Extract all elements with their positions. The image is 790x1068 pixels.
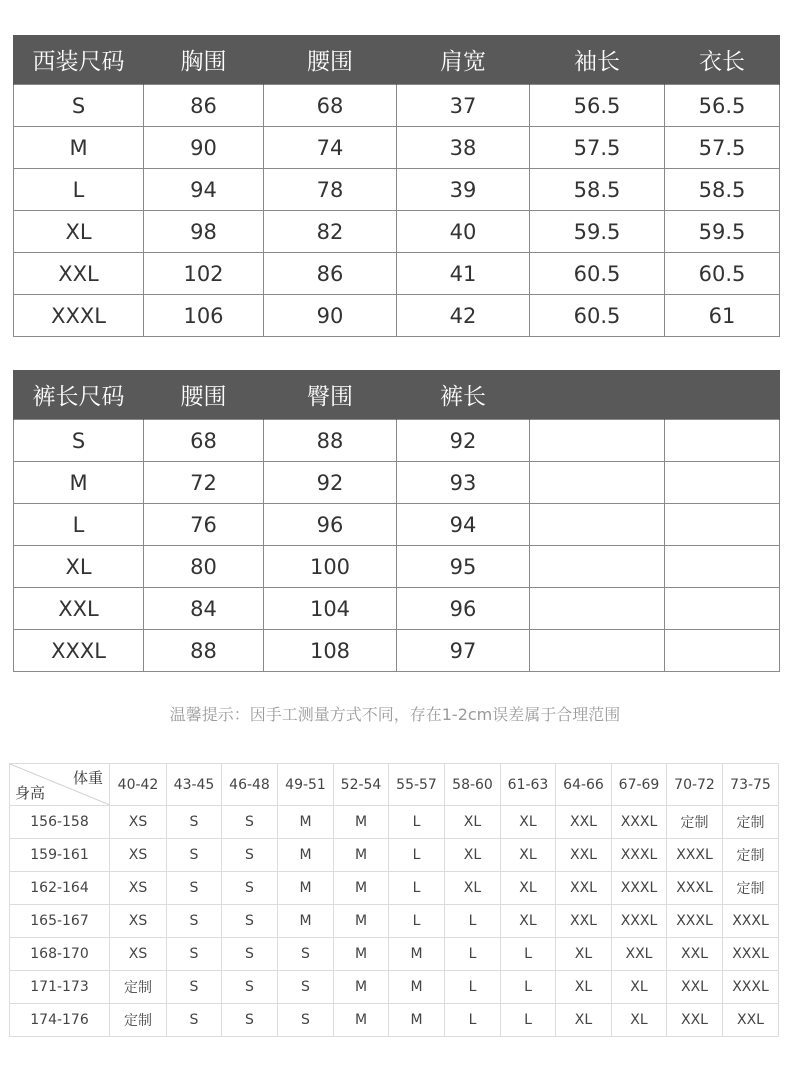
- pants-row: [14, 504, 780, 546]
- measure-cell: [530, 504, 665, 546]
- measure-cell: 102: [144, 253, 264, 295]
- suit-row: [14, 253, 780, 295]
- recommended-size-cell: L: [445, 938, 501, 971]
- recommended-size-cell: M: [334, 938, 389, 971]
- recommended-size-cell: S: [278, 938, 334, 971]
- measure-cell: 56.5: [530, 85, 665, 127]
- recommended-size-cell: L: [501, 971, 556, 1004]
- hw-row: [10, 971, 779, 1004]
- recommended-size-cell: S: [167, 971, 222, 1004]
- measure-cell: [665, 420, 780, 462]
- measure-cell: 98: [144, 211, 264, 253]
- measure-cell: 60.5: [665, 253, 780, 295]
- suit-header-chest: 胸围: [144, 35, 264, 85]
- measure-cell: 72: [144, 462, 264, 504]
- measure-cell: 56.5: [665, 85, 780, 127]
- weight-range-cell: 49-51: [278, 764, 334, 806]
- suit-row: [14, 295, 780, 337]
- measure-cell: 76: [144, 504, 264, 546]
- recommended-size-cell: 定制: [667, 806, 723, 839]
- height-range-cell: 162-164: [10, 872, 110, 905]
- recommended-size-cell: XL: [501, 839, 556, 872]
- recommended-size-cell: XXXL: [612, 905, 667, 938]
- recommended-size-cell: M: [278, 872, 334, 905]
- suit-row: [14, 85, 780, 127]
- recommended-size-cell: S: [167, 1004, 222, 1037]
- measure-cell: 38: [397, 127, 530, 169]
- measure-cell: [530, 588, 665, 630]
- recommended-size-cell: 定制: [723, 839, 779, 872]
- recommended-size-cell: XXXL: [612, 839, 667, 872]
- pants-size-table: [13, 370, 780, 672]
- measure-cell: 59.5: [665, 211, 780, 253]
- recommended-size-cell: XS: [110, 839, 167, 872]
- measurement-note: 温馨提示：因手工测量方式不同，存在1-2cm误差属于合理范围: [169, 705, 621, 724]
- recommended-size-cell: S: [167, 872, 222, 905]
- height-range-cell: 174-176: [10, 1004, 110, 1037]
- size-cell: L: [14, 169, 144, 211]
- measure-cell: 94: [144, 169, 264, 211]
- measure-cell: 88: [264, 420, 397, 462]
- size-cell: XXXL: [14, 295, 144, 337]
- suit-row: [14, 211, 780, 253]
- suit-header-row: [14, 35, 780, 85]
- measure-cell: 84: [144, 588, 264, 630]
- recommended-size-cell: M: [389, 1004, 445, 1037]
- recommended-size-cell: M: [334, 839, 389, 872]
- measure-cell: 97: [397, 630, 530, 672]
- measure-cell: 57.5: [530, 127, 665, 169]
- recommended-size-cell: L: [389, 905, 445, 938]
- recommended-size-cell: S: [278, 1004, 334, 1037]
- size-cell: M: [14, 462, 144, 504]
- recommended-size-cell: S: [222, 938, 278, 971]
- suit-header-sleeve: 袖长: [530, 35, 665, 85]
- recommended-size-cell: XXL: [667, 1004, 723, 1037]
- recommended-size-cell: M: [389, 938, 445, 971]
- recommended-size-cell: L: [445, 971, 501, 1004]
- measure-cell: 60.5: [530, 253, 665, 295]
- measure-cell: 93: [397, 462, 530, 504]
- measure-cell: 106: [144, 295, 264, 337]
- recommended-size-cell: S: [222, 806, 278, 839]
- pants-header-empty: [530, 370, 665, 420]
- measure-cell: [530, 420, 665, 462]
- pants-header-empty: [665, 370, 780, 420]
- measure-cell: 60.5: [530, 295, 665, 337]
- measure-cell: 90: [144, 127, 264, 169]
- pants-header-row: [14, 370, 780, 420]
- height-range-cell: 168-170: [10, 938, 110, 971]
- pants-header-waist: 腰围: [144, 370, 264, 420]
- recommended-size-cell: S: [222, 872, 278, 905]
- measure-cell: [530, 462, 665, 504]
- recommended-size-cell: XXL: [667, 938, 723, 971]
- measure-cell: 80: [144, 546, 264, 588]
- measure-cell: 58.5: [665, 169, 780, 211]
- recommended-size-cell: XXXL: [723, 971, 779, 1004]
- pants-row: [14, 588, 780, 630]
- recommended-size-cell: L: [389, 872, 445, 905]
- weight-range-cell: 46-48: [222, 764, 278, 806]
- measure-cell: [530, 630, 665, 672]
- hw-row: [10, 905, 779, 938]
- measure-cell: 57.5: [665, 127, 780, 169]
- recommended-size-cell: L: [445, 905, 501, 938]
- measure-cell: 37: [397, 85, 530, 127]
- measure-cell: [665, 588, 780, 630]
- pants-row: [14, 630, 780, 672]
- recommended-size-cell: XXL: [612, 938, 667, 971]
- recommended-size-cell: M: [278, 806, 334, 839]
- hw-header-row: [10, 764, 779, 806]
- measure-cell: 108: [264, 630, 397, 672]
- weight-range-cell: 55-57: [389, 764, 445, 806]
- recommended-size-cell: XL: [556, 971, 612, 1004]
- height-weight-table: [9, 763, 779, 1037]
- recommended-size-cell: XL: [612, 1004, 667, 1037]
- recommended-size-cell: XXXL: [723, 938, 779, 971]
- recommended-size-cell: XXL: [556, 806, 612, 839]
- suit-row: [14, 127, 780, 169]
- recommended-size-cell: 定制: [723, 806, 779, 839]
- weight-range-cell: 58-60: [445, 764, 501, 806]
- recommended-size-cell: XXXL: [667, 839, 723, 872]
- measure-cell: 68: [264, 85, 397, 127]
- measure-cell: 74: [264, 127, 397, 169]
- measure-cell: 86: [264, 253, 397, 295]
- measure-cell: 96: [397, 588, 530, 630]
- recommended-size-cell: XS: [110, 905, 167, 938]
- recommended-size-cell: M: [278, 905, 334, 938]
- recommended-size-cell: XS: [110, 872, 167, 905]
- recommended-size-cell: S: [222, 839, 278, 872]
- suit-row: [14, 169, 780, 211]
- weight-range-cell: 64-66: [556, 764, 612, 806]
- suit-header-size: 西装尺码: [14, 35, 144, 85]
- recommended-size-cell: XL: [445, 806, 501, 839]
- suit-header-length: 衣长: [665, 35, 780, 85]
- recommended-size-cell: M: [334, 1004, 389, 1037]
- measure-cell: 104: [264, 588, 397, 630]
- weight-range-cell: 43-45: [167, 764, 222, 806]
- height-label: 身高: [15, 784, 46, 802]
- recommended-size-cell: XL: [445, 839, 501, 872]
- size-cell: XXXL: [14, 630, 144, 672]
- measure-cell: 40: [397, 211, 530, 253]
- recommended-size-cell: XXXL: [612, 872, 667, 905]
- measure-cell: 92: [264, 462, 397, 504]
- recommended-size-cell: S: [167, 938, 222, 971]
- measure-cell: 96: [264, 504, 397, 546]
- recommended-size-cell: S: [278, 971, 334, 1004]
- weight-range-cell: 73-75: [723, 764, 779, 806]
- size-cell: L: [14, 504, 144, 546]
- size-cell: M: [14, 127, 144, 169]
- pants-header-size: 裤长尺码: [14, 370, 144, 420]
- recommended-size-cell: XS: [110, 806, 167, 839]
- recommended-size-cell: XL: [501, 905, 556, 938]
- size-cell: S: [14, 420, 144, 462]
- recommended-size-cell: L: [389, 806, 445, 839]
- size-cell: XXL: [14, 588, 144, 630]
- recommended-size-cell: S: [167, 839, 222, 872]
- measure-cell: 78: [264, 169, 397, 211]
- size-cell: S: [14, 85, 144, 127]
- pants-header-length: 裤长: [397, 370, 530, 420]
- size-cell: XL: [14, 546, 144, 588]
- recommended-size-cell: XXL: [556, 905, 612, 938]
- recommended-size-cell: M: [334, 971, 389, 1004]
- measure-cell: 58.5: [530, 169, 665, 211]
- measure-cell: 94: [397, 504, 530, 546]
- recommended-size-cell: XS: [110, 938, 167, 971]
- recommended-size-cell: XXXL: [723, 905, 779, 938]
- measure-cell: 42: [397, 295, 530, 337]
- measure-cell: [665, 504, 780, 546]
- measure-cell: [530, 546, 665, 588]
- measure-cell: 90: [264, 295, 397, 337]
- recommended-size-cell: XXXL: [667, 905, 723, 938]
- measure-cell: 68: [144, 420, 264, 462]
- recommended-size-cell: S: [222, 971, 278, 1004]
- suit-header-shoulder: 肩宽: [397, 35, 530, 85]
- height-range-cell: 171-173: [10, 971, 110, 1004]
- recommended-size-cell: L: [501, 1004, 556, 1037]
- pants-row: [14, 420, 780, 462]
- suit-header-waist: 腰围: [264, 35, 397, 85]
- weight-range-cell: 70-72: [667, 764, 723, 806]
- recommended-size-cell: XL: [556, 938, 612, 971]
- weight-label: 体重: [72, 769, 103, 787]
- pants-row: [14, 546, 780, 588]
- recommended-size-cell: M: [389, 971, 445, 1004]
- recommended-size-cell: S: [222, 1004, 278, 1037]
- recommended-size-cell: XXL: [556, 872, 612, 905]
- size-cell: XL: [14, 211, 144, 253]
- pants-header-hip: 臀围: [264, 370, 397, 420]
- height-range-cell: 159-161: [10, 839, 110, 872]
- hw-row: [10, 1004, 779, 1037]
- recommended-size-cell: M: [278, 839, 334, 872]
- recommended-size-cell: 定制: [723, 872, 779, 905]
- recommended-size-cell: L: [389, 839, 445, 872]
- measure-cell: 82: [264, 211, 397, 253]
- measure-cell: 59.5: [530, 211, 665, 253]
- height-range-cell: 165-167: [10, 905, 110, 938]
- recommended-size-cell: XL: [556, 1004, 612, 1037]
- measure-cell: 95: [397, 546, 530, 588]
- measure-cell: 39: [397, 169, 530, 211]
- recommended-size-cell: 定制: [110, 1004, 167, 1037]
- weight-range-cell: 52-54: [334, 764, 389, 806]
- measure-cell: [665, 546, 780, 588]
- recommended-size-cell: XXXL: [667, 872, 723, 905]
- recommended-size-cell: XXL: [723, 1004, 779, 1037]
- hw-row: [10, 839, 779, 872]
- measure-cell: 100: [264, 546, 397, 588]
- hw-row: [10, 806, 779, 839]
- recommended-size-cell: XXL: [556, 839, 612, 872]
- recommended-size-cell: XL: [445, 872, 501, 905]
- recommended-size-cell: M: [334, 806, 389, 839]
- measure-cell: 61: [665, 295, 780, 337]
- weight-range-cell: 40-42: [110, 764, 167, 806]
- recommended-size-cell: S: [222, 905, 278, 938]
- measure-cell: [665, 462, 780, 504]
- recommended-size-cell: XL: [501, 806, 556, 839]
- measure-cell: 86: [144, 85, 264, 127]
- recommended-size-cell: XL: [501, 872, 556, 905]
- recommended-size-cell: 定制: [110, 971, 167, 1004]
- suit-size-table: [13, 35, 780, 337]
- measure-cell: 92: [397, 420, 530, 462]
- recommended-size-cell: XXL: [667, 971, 723, 1004]
- height-range-cell: 156-158: [10, 806, 110, 839]
- measure-cell: 41: [397, 253, 530, 295]
- recommended-size-cell: M: [334, 905, 389, 938]
- weight-range-cell: 67-69: [612, 764, 667, 806]
- pants-row: [14, 462, 780, 504]
- recommended-size-cell: S: [167, 905, 222, 938]
- recommended-size-cell: XL: [612, 971, 667, 1004]
- recommended-size-cell: L: [445, 1004, 501, 1037]
- weight-range-cell: 61-63: [501, 764, 556, 806]
- hw-row: [10, 872, 779, 905]
- recommended-size-cell: M: [334, 872, 389, 905]
- hw-row: [10, 938, 779, 971]
- measure-cell: [665, 630, 780, 672]
- measure-cell: 88: [144, 630, 264, 672]
- recommended-size-cell: XXXL: [612, 806, 667, 839]
- recommended-size-cell: S: [167, 806, 222, 839]
- hw-corner-cell: [10, 764, 110, 806]
- size-cell: XXL: [14, 253, 144, 295]
- recommended-size-cell: L: [501, 938, 556, 971]
